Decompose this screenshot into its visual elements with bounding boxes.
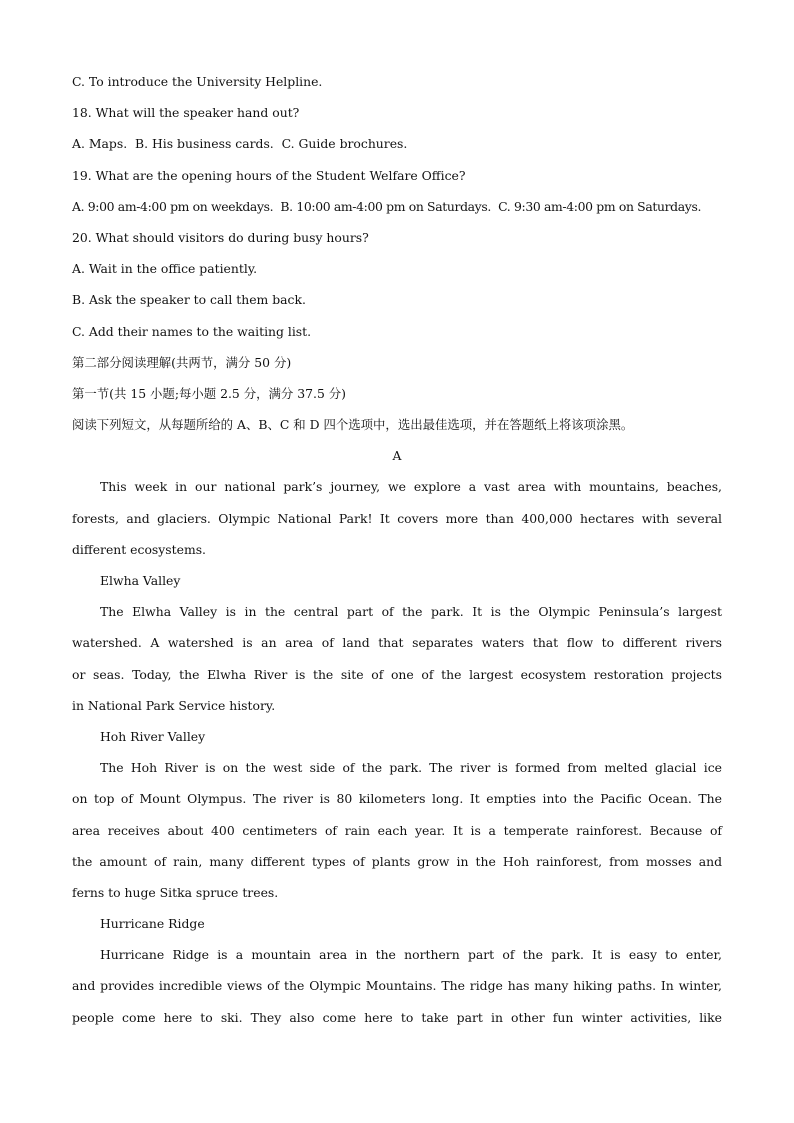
hoh-line: The Hoh River is on the west side of the park. The river is formed from melted glacial ice [100, 760, 722, 776]
q20-question: 20. What should visitors do during busy hours? [72, 229, 369, 245]
hoh-line: area receives about 400 centimeters of rain each year. It is a temperate rainforest. Because of [72, 822, 722, 838]
section-heading-hoh: Hoh River Valley [100, 728, 206, 744]
intro-line: different ecosystems. [72, 541, 206, 557]
q20-option-a: A. Wait in the office patiently. [72, 261, 258, 277]
q19-options: A. 9:00 am-4:00 pm on weekdays. B. 10:00 am-4:00 pm on Saturdays. C. 9:30 am-4:00 pm on Saturdays. [72, 198, 702, 214]
hoh-line: on top of Mount Olympus. The river is 80 kilometers long. It empties into the Pacific Ocean. The [72, 791, 722, 807]
hurricane-line: Hurricane Ridge is a mountain area in the northern part of the park. It is easy to enter, [100, 947, 722, 963]
elwha-line: in National Park Service history. [72, 697, 276, 713]
intro-line: forests, and glaciers. Olympic National Park! It covers more than 400,000 hectares with several [72, 510, 722, 526]
hoh-line: ferns to huge Sitka spruce trees. [72, 884, 279, 900]
q20-option-c: C. Add their names to the waiting list. [72, 323, 312, 339]
q17-option-c: C. To introduce the University Helpline. [72, 74, 323, 89]
part2-section1: 第一节(共 15 小题;每小题 2.5 分，满分 37.5 分) [72, 385, 347, 401]
elwha-line: or seas. Today, the Elwha River is the site of one of the largest ecosystem restoration projects [72, 666, 722, 682]
section-heading-hurricane: Hurricane Ridge [100, 916, 205, 932]
section-heading-elwha: Elwha Valley [100, 573, 181, 588]
q19-question: 19. What are the opening hours of the Student Welfare Office? [72, 167, 466, 183]
hoh-line: the amount of rain, many different types of plants grow in the Hoh rainforest, from mosses and [72, 853, 722, 869]
hurricane-line: and provides incredible views of the Olympic Mountains. The ridge has many hiking paths. In winter, [72, 978, 722, 994]
part2-instruction: 阅读下列短文，从每题所给的 A、B、C 和 D 四个选项中，选出最佳选项，并在答题纸上将该项涂黑。 [72, 417, 634, 433]
q18-options: A. Maps. B. His business cards. C. Guide brochures. [72, 136, 408, 152]
passage-label: A [392, 448, 402, 464]
part2-heading: 第二部分阅读理解(共两节，满分 50 分) [72, 354, 292, 370]
elwha-line: watershed. A watershed is an area of land that separates waters that flow to different rivers [72, 635, 722, 651]
elwha-line: The Elwha Valley is in the central part of the park. It is the Olympic Peninsula’s largest [100, 604, 722, 620]
hurricane-line: people come here to ski. They also come here to take part in other fun winter activities, like [72, 1009, 722, 1025]
q20-option-b: B. Ask the speaker to call them back. [72, 292, 306, 308]
document-page [72, 66, 722, 1033]
intro-line: This week in our national park’s journey, we explore a vast area with mountains, beaches, [100, 479, 722, 495]
q18-question: 18. What will the speaker hand out? [72, 105, 300, 121]
